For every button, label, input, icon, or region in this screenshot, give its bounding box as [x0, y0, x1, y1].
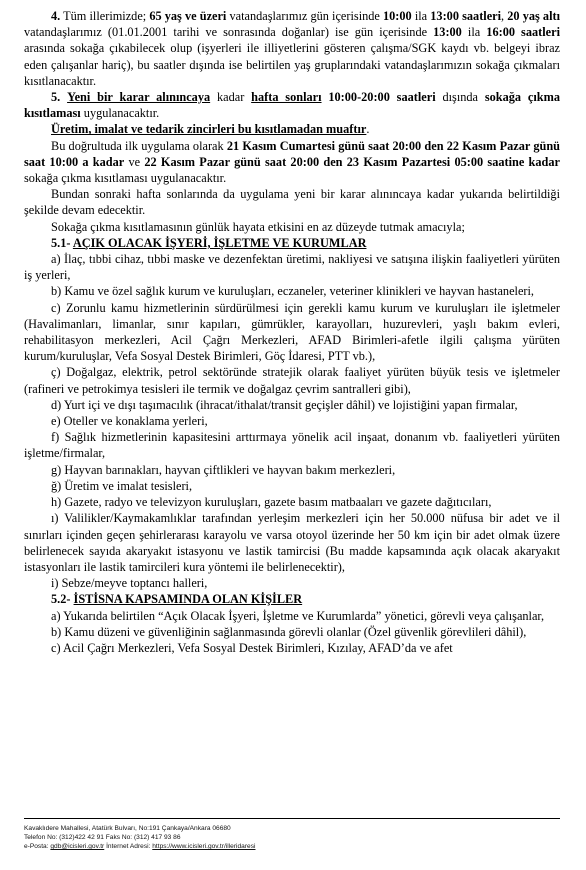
- list-item: h) Gazete, radyo ve televizyon kuruluşları, gazete basım matbaaları ve gazete dağıtıcıları,: [51, 495, 492, 510]
- list-item: a) İlaç, tıbbi cihaz, tıbbi maske ve dezenfektan üretimi, nakliyesi ve satışına ilişkin faaliyetleri yürüten iş yerleri,: [24, 252, 560, 283]
- email-link[interactable]: gdb@icisleri.gov.tr: [50, 843, 105, 850]
- paragraph-purpose: Sokağa çıkma kısıtlamasının günlük hayata etkisini en az düzeyde tutmak amacıyla;: [51, 219, 465, 234]
- section-heading-5-1: 5.1- AÇIK OLACAK İŞYERİ, İŞLETME VE KURUMLAR: [51, 235, 367, 250]
- paragraph-first-application: Bu doğrultuda ilk uygulama olarak 21 Kasım Cumartesi günü saat 20:00 den 22 Kasım Pazar günü saat 10:00 a kadar ve 22 Kasım Pazar günü saat 20:00 den 23 Kasım Pazartesi 05:00 saatine kadar sokağa çıkma kısıtlaması uygulanacaktır.: [24, 138, 560, 186]
- list-item: ç) Doğalgaz, elektrik, petrol sektöründe stratejik olarak faaliyet yürüten büyük tesis ve işletmeler (rafineri ve petrokimya tesisleri ile termik ve doğalgaz çevrim santralleri gibi),: [24, 365, 560, 396]
- list-item: d) Yurt içi ve dışı taşımacılık (ihracat/ithalat/transit geçişler dâhil) ve lojistiğini yapan firmalar,: [51, 397, 518, 412]
- list-item: c) Zorunlu kamu hizmetlerinin sürdürülmesi için gerekli kamu kurum ve kuruluşları ile işletmeler (Havalimanları, limanlar, sınır kapıları, gümrükler, karayolları, huzurevleri, yaşlı bakım evleri, rehabilitasyon merkezleri, Acil Çağrı Merkezleri, AFAD Birimleri-afetle ilgili çalışma yürüten kurum/kuruluşlar, Vefa Sosyal Destek Birimleri, Göç İdaresi, PTT vb.),: [24, 300, 560, 364]
- list-item: c) Acil Çağrı Merkezleri, Vefa Sosyal Destek Birimleri, Kızılay, AFAD’da ve afet: [51, 640, 453, 655]
- list-item: a) Yukarıda belirtilen “Açık Olacak İşyeri, İşletme ve Kurumlarda” yönetici, görevli veya çalışanlar,: [51, 608, 545, 623]
- list-item: b) Kamu ve özel sağlık kurum ve kuruluşları, eczaneler, veteriner klinikleri ve hayvan hastaneleri,: [51, 284, 534, 299]
- document-page: [24, 8, 560, 656]
- section-heading-5-2: 5.2- İSTİSNA KAPSAMINDA OLAN KİŞİLER: [51, 592, 303, 607]
- list-item: ğ) Üretim ve imalat tesisleri,: [51, 478, 193, 493]
- list-item: b) Kamu düzeni ve güvenliğinin sağlanmasında görevli olanlar (Özel güvenlik görevlileri dâhil),: [51, 624, 527, 639]
- list-item: f) Sağlık hizmetlerinin kapasitesini arttırmaya yönelik acil inşaat, donanım vb. faaliyetleri yürüten işletme/firmalar,: [24, 430, 560, 461]
- list-item: e) Oteller ve konaklama yerleri,: [51, 414, 208, 429]
- paragraph-4: 4. Tüm illerimizde; 65 yaş ve üzeri vatandaşlarımız gün içerisinde 10:00 ila 13:00 saatleri, 20 yaş altı vatandaşlarımız (01.01.2001 tarihi ve sonrasında doğanlar) ise gün içerisinde 13:00 ila 16:00 saatleri arasında sokağa çıkabilecek olup (işyerleri ile illiyetlerini gösteren çalışma/SGK kaydı vb. belgeyi ibraz eden çalışanlar hariç), bu saatler dışında ise belirtilen yaş gruplarındaki vatandaşlarımızın sokağa çıkmaları kısıtlanacaktır.: [24, 9, 560, 88]
- footer-phone: Telefon No: (312)422 42 91 Faks No: (312) 417 93 86: [24, 834, 181, 841]
- footer-contact: e-Posta: gdb@icisleri.gov.tr İnternet Adresi: https://www.icisleri.gov.tr/illeridaresi: [24, 843, 256, 850]
- list-item: g) Hayvan barınakları, hayvan çiftlikleri ve hayvan bakım merkezleri,: [51, 462, 396, 477]
- paragraph-subsequent-weekends: Bundan sonraki hafta sonlarında da uygulama yeni bir karar alınıncaya kadar yukarıda belirtildiği şekilde devam edecektir.: [24, 187, 560, 218]
- website-link[interactable]: https://www.icisleri.gov.tr/illeridaresi: [152, 843, 256, 850]
- page-footer: [24, 818, 560, 851]
- footer-address: Kavaklıdere Mahallesi, Atatürk Bulvarı, No:191 Çankaya/Ankara 06680: [24, 825, 231, 832]
- paragraph-5: 5. Yeni bir karar alınıncaya kadar hafta sonları 10:00-20:00 saatleri dışında sokağa çıkma kısıtlaması uygulanacaktır.: [24, 90, 560, 121]
- list-item: i) Sebze/meyve toptancı halleri,: [51, 576, 208, 591]
- paragraph-exemption-production: Üretim, imalat ve tedarik zincirleri bu kısıtlamadan muaftır.: [51, 122, 370, 137]
- list-item: ı) Valilikler/Kaymakamlıklar tarafından yerleşim merkezleri için her 50.000 nüfusa bir adet ve il sınırları içinden geçen şehirlerarası karayolu ve varsa otoyol üzerinde her 50 km için bir adet olmak üzere belirlenecek sayıda akaryakıt istasyonu ve lastik tamircisi (Bu madde kapsamında açık olacak akaryakıt istasyonları ile lastik tamircileri kura yöntemi ile belirlenecektir),: [24, 511, 560, 574]
